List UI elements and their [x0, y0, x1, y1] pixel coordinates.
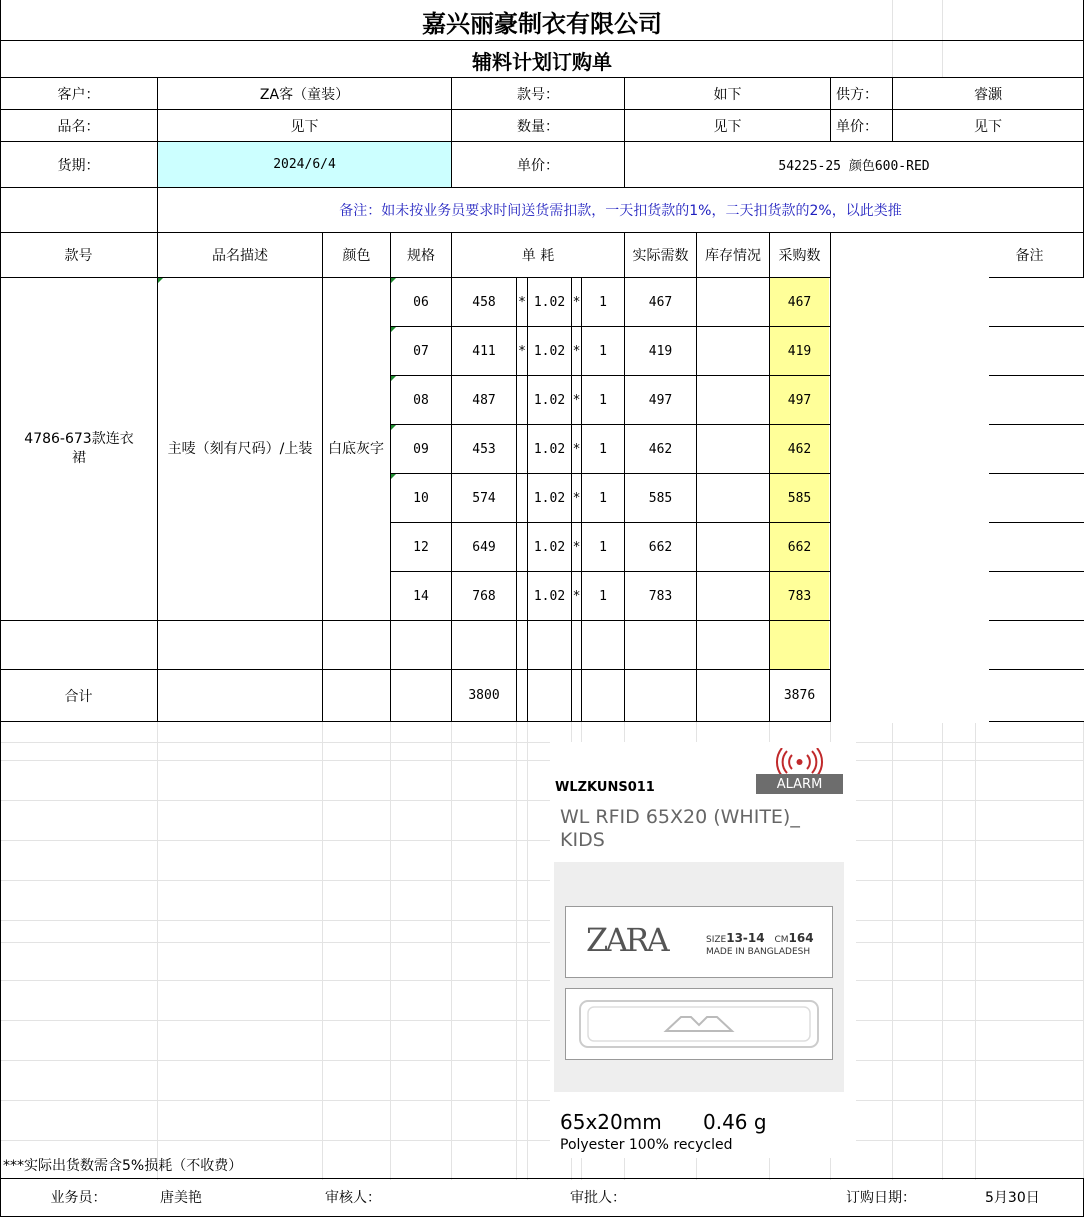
gridline [0, 1060, 1084, 1061]
row-star1[interactable]: * [518, 295, 526, 310]
row-star1[interactable] [517, 523, 527, 572]
border-line [0, 669, 831, 670]
border-line [390, 326, 831, 327]
style-no-label: 款号： [517, 86, 559, 103]
border-line [0, 0, 1, 1217]
delivery-value[interactable]: 2024/6/4 [273, 157, 336, 172]
white-overlay [831, 233, 989, 723]
border-line [989, 571, 1084, 572]
header-purchase: 采购数 [778, 248, 821, 264]
border-line [769, 232, 770, 722]
row-size[interactable]: 08 [413, 393, 429, 408]
order-date-label: 订购日期： [846, 1190, 916, 1206]
total-purchase[interactable]: 3876 [783, 688, 816, 703]
customer-label: 客户： [57, 86, 100, 103]
item-style-no[interactable]: 4786-673款连衣裙 [24, 431, 134, 466]
row-star2[interactable]: * [572, 589, 581, 604]
header-consumption: 单 耗 [521, 248, 555, 264]
zara-logo: ZARA [586, 921, 667, 959]
row-need[interactable]: 419 [648, 344, 673, 359]
total-qty[interactable]: 3800 [468, 688, 500, 703]
size-value: 13-14 [726, 931, 765, 945]
border-line [390, 571, 831, 572]
gridline [0, 1140, 1084, 1141]
border-line [0, 40, 1084, 41]
cm-value: 164 [788, 931, 814, 945]
cell-indicator [158, 278, 163, 283]
row-star2[interactable]: * [572, 442, 581, 457]
header-stock: 库存情况 [705, 248, 761, 264]
product-label: 品名： [57, 118, 100, 135]
border-line [322, 232, 323, 722]
gridline [892, 722, 893, 1180]
border-line [390, 375, 831, 376]
border-line [0, 1178, 1084, 1179]
border-line [451, 77, 452, 188]
border-line [0, 77, 1084, 78]
border-line [451, 232, 452, 722]
row-purchase[interactable]: 419 [787, 344, 812, 359]
row-need[interactable]: 462 [648, 442, 673, 457]
row-star1[interactable] [517, 376, 527, 425]
unit-price-value[interactable]: 见下 [974, 118, 1002, 135]
reviewer-label: 审核人： [325, 1190, 381, 1206]
border-line [624, 77, 625, 188]
style-no-value[interactable]: 如下 [713, 86, 742, 103]
row-need[interactable]: 585 [648, 491, 673, 506]
row-factor[interactable]: 1.02 [533, 491, 566, 506]
row-star1[interactable]: * [518, 344, 526, 359]
gridline [157, 722, 158, 1180]
label-illustration [554, 862, 844, 1092]
rfid-antenna-icon [566, 989, 832, 1059]
item-color[interactable]: 白底灰字 [328, 440, 384, 457]
gridline [0, 840, 1084, 841]
row-qty[interactable]: 487 [472, 393, 496, 408]
rfid-signal-icon [756, 748, 843, 776]
product-name-line1: WL RFID 65X20 (WHITE)_ [560, 806, 800, 828]
border-line [157, 77, 158, 233]
row-factor[interactable]: 1.02 [533, 344, 566, 359]
border-line [989, 522, 1084, 523]
approver-label: 审批人： [570, 1190, 626, 1206]
material-text: Polyester 100% recycled [560, 1137, 733, 1153]
row-mult[interactable]: 1 [599, 393, 607, 408]
border-line [989, 424, 1084, 425]
row-factor[interactable]: 1.02 [533, 393, 566, 408]
row-size[interactable]: 06 [413, 295, 429, 310]
row-star2[interactable]: * [572, 344, 581, 359]
row-star1[interactable] [517, 425, 527, 474]
label-card [565, 906, 833, 978]
row-mult[interactable]: 1 [599, 491, 607, 506]
row-purchase[interactable]: 662 [787, 540, 812, 555]
gridline [0, 920, 1084, 921]
row-purchase[interactable]: 585 [787, 491, 812, 506]
border-line [624, 232, 625, 722]
border-line [976, 277, 1084, 278]
row-star1[interactable] [517, 572, 527, 621]
border-line [830, 77, 831, 142]
row-factor[interactable]: 1.02 [533, 589, 566, 604]
border-line [696, 232, 697, 722]
border-line [892, 77, 893, 142]
row-size[interactable]: 12 [413, 540, 429, 555]
border-line [527, 277, 528, 722]
border-line [390, 424, 831, 425]
salesman-value[interactable]: 唐美艳 [160, 1190, 202, 1206]
row-star2[interactable]: * [572, 393, 581, 408]
row-purchase[interactable]: 497 [787, 393, 812, 408]
alarm-badge [756, 748, 843, 794]
alarm-label: ALARM [756, 774, 843, 794]
product-name-line2: KIDS [560, 829, 605, 851]
dimensions-text: 65x20mm [560, 1110, 662, 1134]
border-line [571, 277, 572, 722]
gridline [975, 722, 976, 1180]
item-desc[interactable]: 主唛（刻有尺码）/上装 [167, 440, 313, 457]
form-title: 辅料计划订购单 [472, 49, 612, 74]
gridline [322, 722, 323, 1180]
delivery-note: 备注：如未按业务员要求时间送货需扣款，一天扣货款的1%，二天扣货款的2%，以此类推 [339, 203, 902, 219]
header-spec: 规格 [407, 248, 435, 264]
weight-text: 0.46 g [703, 1110, 767, 1134]
row-star2[interactable]: * [572, 540, 581, 555]
border-line [390, 522, 831, 523]
row-need[interactable]: 467 [648, 295, 673, 310]
border-line [989, 375, 1084, 376]
made-in-text: MADE IN BANGLADESH [706, 947, 811, 957]
row-qty[interactable]: 458 [472, 295, 496, 310]
row-qty[interactable]: 411 [472, 344, 496, 359]
border-line [516, 277, 517, 722]
row-factor[interactable]: 1.02 [533, 540, 566, 555]
cell-indicator [391, 474, 396, 479]
row-star2[interactable]: * [572, 491, 581, 506]
rfid-inlay [565, 988, 833, 1060]
supplier-label: 供方： [836, 86, 878, 103]
supplier-value[interactable]: 睿灏 [974, 86, 1002, 103]
white-overlay [976, 278, 989, 721]
row-factor[interactable]: 1.02 [533, 295, 566, 310]
gridline [0, 942, 1084, 943]
unit-price-label: 单价： [836, 118, 878, 135]
gridline [451, 722, 452, 1180]
border-line [581, 277, 582, 722]
border-line [0, 620, 831, 621]
gridline [0, 742, 1084, 743]
price2-label: 单价： [517, 157, 559, 174]
border-line [0, 721, 831, 722]
border-line [989, 473, 1084, 474]
size-text [706, 931, 814, 945]
header-remark: 备注 [1015, 248, 1044, 264]
gridline [0, 980, 1084, 981]
border-line [0, 141, 1084, 142]
cell-indicator [391, 376, 396, 381]
row-size[interactable]: 14 [413, 589, 429, 604]
gridline [0, 880, 1084, 881]
gridline [0, 1100, 1084, 1101]
row-need[interactable]: 497 [648, 393, 673, 408]
border-line [989, 721, 1084, 722]
company-title: 嘉兴丽豪制衣有限公司 [422, 8, 662, 38]
salesman-label: 业务员： [50, 1189, 107, 1206]
gridline [0, 760, 1084, 761]
row-factor[interactable]: 1.02 [533, 442, 566, 457]
row-purchase[interactable]: 467 [787, 295, 812, 310]
row-star1[interactable] [517, 474, 527, 523]
border-line [989, 620, 1084, 621]
cm-prefix: CM [774, 935, 789, 945]
gridline [516, 722, 517, 1180]
order-date-value[interactable]: 5月30日 [985, 1190, 1040, 1206]
row-purchase[interactable]: 783 [787, 589, 812, 604]
row-size[interactable]: 07 [413, 344, 429, 359]
border-line [989, 326, 1084, 327]
row-mult[interactable]: 1 [599, 295, 607, 310]
border-line [157, 232, 158, 722]
row-purchase[interactable]: 462 [787, 442, 812, 457]
row-need[interactable]: 662 [648, 540, 673, 555]
delivery-label: 货期： [57, 157, 100, 174]
total-label: 合计 [64, 688, 93, 705]
row-star2[interactable]: * [572, 295, 581, 310]
row-mult[interactable]: 1 [599, 540, 607, 555]
gridline [0, 1020, 1084, 1021]
header-actual-need: 实际需数 [632, 248, 689, 264]
qty-label: 数量： [517, 118, 559, 135]
row-mult[interactable]: 1 [599, 344, 607, 359]
cell-indicator [391, 425, 396, 430]
border-line [0, 187, 1084, 188]
product-code: WLZKUNS011 [555, 780, 655, 795]
product-image [550, 742, 856, 1158]
header-color: 颜色 [342, 248, 371, 264]
border-line [0, 109, 1084, 110]
row-size[interactable]: 10 [413, 491, 429, 506]
row-qty[interactable]: 574 [472, 491, 496, 506]
border-line [0, 277, 831, 278]
border-line [390, 473, 831, 474]
footer-note: ***实际出货数需含5%损耗（不收费） [3, 1158, 243, 1174]
gridline [942, 722, 943, 1180]
header-desc: 品名描述 [212, 248, 268, 264]
product-value[interactable]: 见下 [290, 118, 319, 135]
gridline [527, 722, 528, 1180]
header-style: 款号 [64, 248, 93, 264]
gridline [390, 722, 391, 1180]
row-qty[interactable]: 453 [472, 442, 496, 457]
qty-value[interactable]: 见下 [713, 118, 742, 135]
row-mult[interactable]: 1 [599, 589, 607, 604]
customer-value[interactable]: ZA客（童装） [259, 86, 350, 103]
gridline [0, 800, 1084, 801]
row-size[interactable]: 09 [413, 442, 429, 457]
row-qty[interactable]: 768 [472, 589, 496, 604]
cell-indicator [391, 327, 396, 332]
price2-value[interactable]: 54225-25 颜色600-RED [778, 159, 930, 174]
cell-indicator [391, 278, 396, 283]
row-need[interactable]: 783 [648, 589, 673, 604]
row-qty[interactable]: 649 [472, 540, 496, 555]
size-prefix: SIZE [706, 935, 727, 945]
border-line [989, 669, 1084, 670]
row-mult[interactable]: 1 [599, 442, 607, 457]
